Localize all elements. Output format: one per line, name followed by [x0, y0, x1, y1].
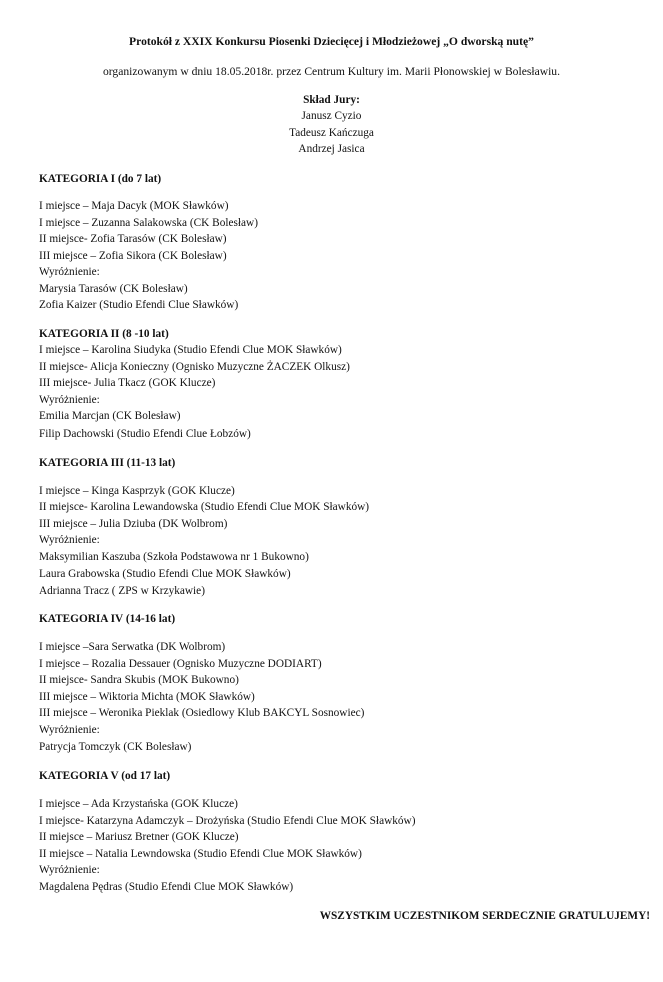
jury-member: Andrzej Jasica: [298, 143, 365, 155]
result-line: III miejsce – Wiktoria Michta (MOK Sławków): [39, 691, 255, 703]
result-line: I miejsce – Kinga Kasprzyk (GOK Klucze): [39, 485, 235, 497]
document-subtitle: organizowanym w dniu 18.05.2018r. przez Centrum Kultury im. Marii Płonowskiej w Bolesławiu.: [102, 65, 561, 78]
result-line: Adrianna Tracz ( ZPS w Krzykawie): [39, 585, 205, 597]
result-line: I miejsce – Karolina Siudyka (Studio Efendi Clue MOK Sławków): [39, 344, 342, 356]
result-line: Magdalena Pędras (Studio Efendi Clue MOK Sławków): [39, 881, 294, 893]
result-line: II miejsce- Sandra Skubis (MOK Bukowno): [39, 674, 239, 686]
category-heading: KATEGORIA V (od 17 lat): [39, 770, 171, 782]
result-line: I miejsce – Ada Krzystańska (GOK Klucze): [39, 798, 238, 810]
result-line: Filip Dachowski (Studio Efendi Clue Łobzów): [39, 428, 251, 440]
distinction-label: Wyróżnienie:: [39, 534, 100, 546]
closing-congratulations: WSZYSTKIM UCZESTNIKOM SERDECZNIE GRATULUJEMY!: [319, 910, 650, 922]
result-line: II miejsce – Natalia Lewndowska (Studio Efendi Clue MOK Sławków): [39, 848, 362, 860]
category-heading: KATEGORIA IV (14-16 lat): [39, 613, 176, 625]
category-heading: KATEGORIA II (8 -10 lat): [39, 328, 169, 340]
result-line: I miejsce – Zuzanna Salakowska (CK Bolesław): [39, 217, 258, 229]
result-line: I miejsce –Sara Serwatka (DK Wolbrom): [39, 641, 226, 653]
result-line: Patrycja Tomczyk (CK Bolesław): [39, 741, 192, 753]
distinction-label: Wyróżnienie:: [39, 864, 100, 876]
result-line: III miejsce – Julia Dziuba (DK Wolbrom): [39, 518, 228, 530]
jury-member: Janusz Cyzio: [301, 110, 362, 122]
distinction-label: Wyróżnienie:: [39, 266, 100, 278]
result-line: II miejsce- Alicja Konieczny (Ognisko Muzyczne ŻACZEK Olkusz): [39, 361, 350, 373]
result-line: Emilia Marcjan (CK Bolesław): [39, 410, 181, 422]
result-line: I miejsce – Maja Dacyk (MOK Sławków): [39, 200, 229, 212]
result-line: II miejsce – Mariusz Bretner (GOK Klucze): [39, 831, 239, 843]
result-line: I miejsce- Katarzyna Adamczyk – Drożyńska (Studio Efendi Clue MOK Sławków): [39, 815, 416, 827]
distinction-label: Wyróżnienie:: [39, 724, 100, 736]
result-line: I miejsce – Rozalia Dessauer (Ognisko Muzyczne DODIART): [39, 658, 322, 670]
distinction-label: Wyróżnienie:: [39, 394, 100, 406]
result-line: Marysia Tarasów (CK Bolesław): [39, 283, 188, 295]
result-line: Maksymilian Kaszuba (Szkoła Podstawowa nr 1 Bukowno): [39, 551, 309, 563]
category-heading: KATEGORIA I (do 7 lat): [39, 173, 162, 185]
jury-heading: Skład Jury:: [303, 94, 360, 106]
document-title: Protokół z XXIX Konkursu Piosenki Dziecięcej i Młodzieżowej „O dworską nutę”: [129, 35, 534, 48]
result-line: Zofia Kaizer (Studio Efendi Clue Sławków): [39, 299, 239, 311]
result-line: III miejsce – Weronika Pieklak (Osiedlowy Klub BAKCYL Sosnowiec): [39, 707, 365, 719]
category-heading: KATEGORIA III (11-13 lat): [39, 457, 176, 469]
result-line: II miejsce- Karolina Lewandowska (Studio Efendi Clue MOK Sławków): [39, 501, 370, 513]
result-line: III miejsce – Zofia Sikora (CK Bolesław): [39, 250, 227, 262]
result-line: II miejsce- Zofia Tarasów (CK Bolesław): [39, 233, 227, 245]
jury-member: Tadeusz Kańczuga: [289, 127, 374, 139]
result-line: III miejsce- Julia Tkacz (GOK Klucze): [39, 377, 216, 389]
result-line: Laura Grabowska (Studio Efendi Clue MOK Sławków): [39, 568, 291, 580]
